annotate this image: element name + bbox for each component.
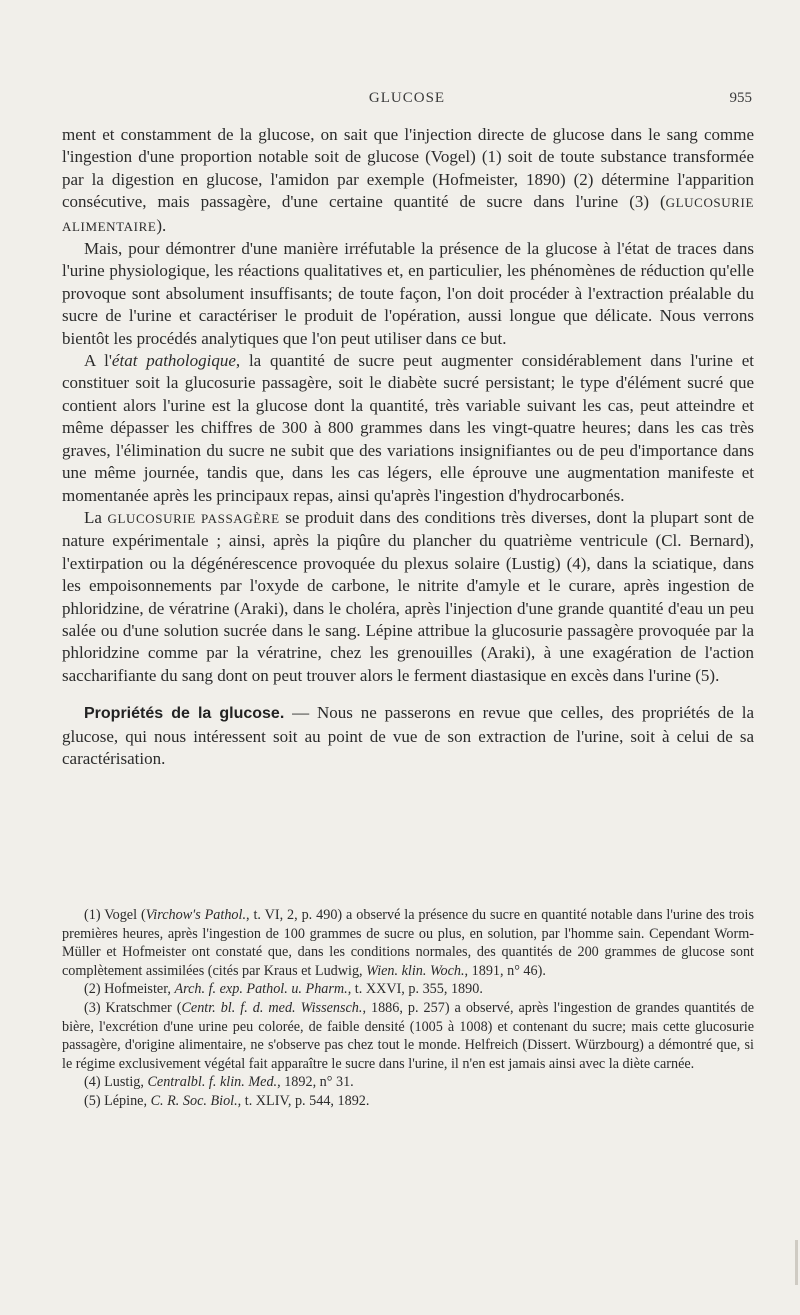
footnote-5-end: , t. XLIV, p. 544, 1892. [237, 1092, 370, 1109]
footnote-4-end: , 1892, n° 31. [277, 1074, 354, 1091]
paragraph-3-italic: état pathologique [111, 351, 236, 371]
paragraph-3-start: A l' [84, 351, 112, 371]
paragraph-1 [62, 124, 754, 238]
footnote-1-italic-2: Wien. klin. Woch. [366, 962, 465, 979]
footnote-3-start: (3) Kratschmer ( [84, 999, 182, 1016]
footnote-2 [62, 980, 754, 999]
page-edge-mark [795, 1240, 798, 1285]
footnote-2-start: (2) Hofmeister, [84, 981, 175, 998]
footnote-2-end: , t. XXVI, p. 355, 1890. [347, 981, 483, 998]
paragraph-4-smallcaps: GLUCOSURIE PASSAGÈRE [107, 510, 280, 526]
paragraph-4-start: La [84, 507, 108, 527]
paragraph-1-end: ). [156, 215, 167, 235]
footnote-4-start: (4) Lustig, [84, 1074, 148, 1091]
paragraph-3 [62, 350, 754, 507]
footnote-1-text: , t. VI, 2, p. 490) a observé la présence du sucre en quantité notable dans l'urine des trois premières heures, après l'ingestion de 100 grammes de sucre ou plus, en solution, par l'homme sain. Cependant Worm-Müller et Hofmeister ont constaté que, dans les conditions normales, des quantités de 200 grammes de glucose sont complètement assimilées (cités par Kraus et Ludwig, [62, 907, 754, 979]
page-header [62, 90, 752, 110]
section-heading: Propriétés de la glucose. [84, 705, 285, 723]
paragraph-5 [62, 702, 754, 770]
footnote-3-italic: Centr. bl. f. d. med. Wissensch. [181, 999, 363, 1016]
paragraph-4 [62, 507, 754, 687]
footnote-1-italic-1: Virchow's Pathol. [145, 907, 247, 923]
footnotes [62, 906, 754, 1111]
paragraph-1-text: ment et constamment de la glucose, on sait que l'injection directe de glucose dans le sang comme l'ingestion d'une proportion notable soit de glucose (Vogel) (1) soit de toute substance transformée par la digestion en glucose, l'amidon par exemple (Hofmeister, 1890) (2) détermine l'apparition consécutive, mais passagère, d'une certaine quantité de sucre dans l'urine (3) ( [62, 125, 754, 212]
footnote-3 [62, 999, 754, 1073]
footnote-4 [62, 1073, 754, 1092]
page-number: 955 [729, 90, 752, 106]
paragraph-3-text: , la quantité de sucre peut augmenter considérablement dans l'urine et constituer soit la glucosurie passagère, soit le diabète sucré persistant; le type d'élément sucré que contient alors l'urine est la glucose dont la quantité, très variable suivant les cas, peut atteindre et même dépasser les chiffres de 300 à 800 grammes dans les vingt-quatre heures; dans les cas très graves, l'élimination du sucre ne subit que des variations insignifiantes ou de peu d'importance dans une même journée, tandis que, dans les cas légers, elle éprouve une augmentation manifeste et momentanée après les principaux repas, ainsi qu'après l'ingestion d'hydrocarbonés. [62, 351, 755, 505]
footnote-1-start: (1) Vogel ( [84, 907, 146, 923]
paragraph-2: Mais, pour démontrer d'une manière irréfutable la présence de la glucose à l'état de traces dans l'urine physiologique, les réactions qualitatives et, en particulier, les phénomènes de réduction qu'elle provoque sont absolument insuffisants; de toute façon, l'on doit procéder à l'extraction préalable du sucre de l'urine et caractériser le produit de l'opération, aussi longue que délicate. Nous verrons bientôt les procédés analytiques que l'on peut utiliser dans ce but. [62, 239, 754, 348]
footnote-5-italic: C. R. Soc. Biol. [150, 1092, 238, 1109]
paragraph-1-smallcaps: GLUCOSURIE ALIMENTAIRE [62, 195, 754, 234]
footnote-5 [62, 1092, 754, 1111]
paragraph-5-text: — Nous ne passerons en revue que celles, des propriétés de la glucose, qui nous intéressent soit au point de vue de son extraction de l'urine, soit à celui de sa caractérisation. [62, 703, 754, 768]
footnote-4-italic: Centralbl. f. klin. Med. [147, 1074, 278, 1091]
running-title: GLUCOSE [368, 90, 446, 106]
main-text [62, 124, 754, 770]
footnote-5-start: (5) Lépine, [84, 1092, 151, 1109]
footnote-1 [62, 906, 754, 980]
footnote-1-end: , 1891, n° 46). [464, 962, 546, 979]
footnote-3-text: , 1886, p. 257) a observé, après l'ingestion de grandes quantités de bière, l'excrétion d'une urine peu colorée, de faible densité (1005 à 1008) et contenant du sucre; mais cette glucosurie passagère, d'origine alimentaire, ne s'observe pas chez tout le monde. Helfreich (Dissert. Würzbourg) a démontré que, si le régime exclusivement végétal fait apparaître le sucre dans l'urine, il n'en est jamais ainsi avec la diète carnée. [62, 999, 755, 1072]
footnote-2-italic: Arch. f. exp. Pathol. u. Pharm. [174, 981, 348, 998]
paragraph-4-text: se produit dans des conditions très diverses, dont la plupart sont de nature expérimentale ; ainsi, après la piqûre du plancher du quatrième ventricule (Cl. Bernard), l'extirpation ou la dégénérescence provoquée du plexus solaire (Lustig) (4), dans la sciatique, dans les empoisonnements par l'oxyde de carbone, le nitrite d'amyle et le curare, après ingestion de phloridzine, de vératrine (Araki), dans le choléra, après l'injection d'une grande quantité d'eau un peu salée ou d'une solution sucrée dans le sang. Lépine attribue la glucosurie passagère provoquée par la phloridzine comme par la vératrine, chez les grenouilles (Araki), à une exagération de l'action saccharifiante du sang dont on peut trouver alors le ferment diastasique en excès dans l'urine (5). [62, 507, 754, 685]
